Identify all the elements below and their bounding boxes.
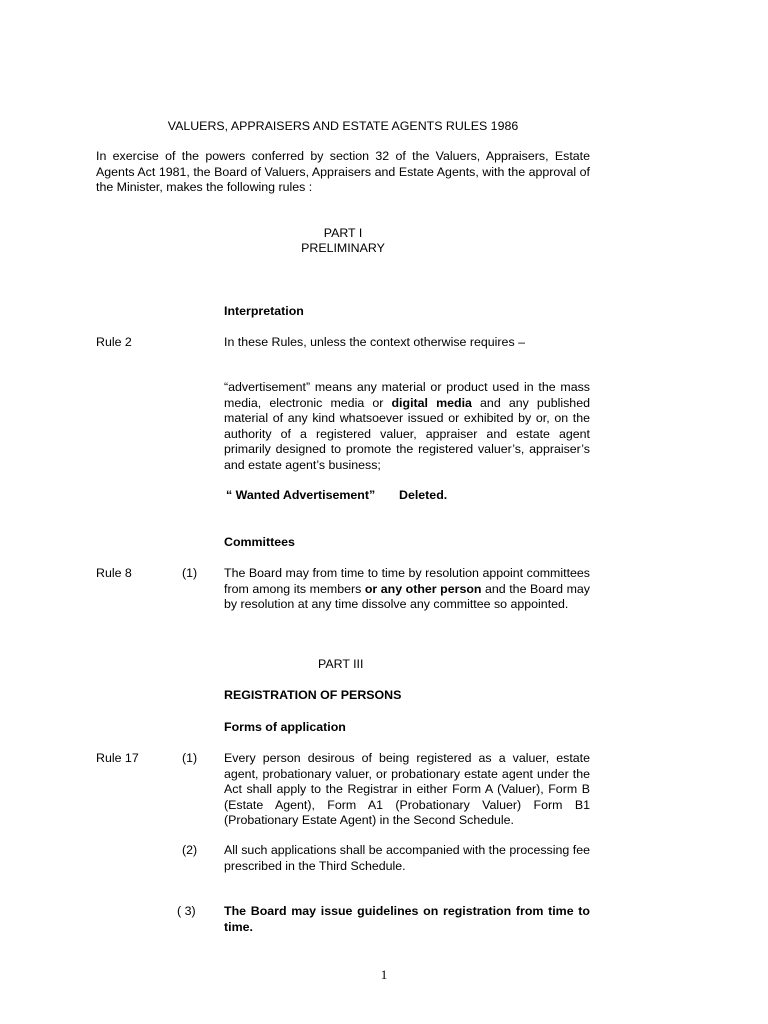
rule-8-text-1: The Board may from time to time by resolution appoint committees from among its members bbox=[224, 566, 590, 596]
preamble-paragraph: In exercise of the powers conferred by section 32 of the Valuers, Appraisers, Estate Agents Act 1981, the Board of Valuers, Appraisers and Estate Agents, with the approval of the Minister, makes the following rules : bbox=[96, 149, 590, 194]
document-title: VALUERS, APPRAISERS AND ESTATE AGENTS RULES 1986 bbox=[167, 119, 519, 133]
rule-17-item-2-text: All such applications shall be accompanied with the processing fee prescribed in the Third Schedule. bbox=[224, 843, 590, 873]
rule-8-text-2: and the Board may by resolution at any time dissolve any committee so appointed. bbox=[224, 581, 590, 611]
definition-bold-text: digital media bbox=[391, 395, 472, 410]
rule-8-text bbox=[224, 566, 590, 613]
forms-of-application-heading: Forms of application bbox=[224, 720, 346, 734]
definition-text-1: “advertisement” means any material or product used in the mass media, electronic media or bbox=[224, 380, 590, 410]
rule-17-item-1-text: Every person desirous of being registered as a valuer, estate agent, probationary valuer, or probationary estate agent under the Act shall apply to the Registrar in either Form A (Valuer), Form B (Estate Agent), Form A1 (Probationary Valuer) Form B1 (Probationary Estate Agent) in the Second Schedule. bbox=[224, 751, 590, 827]
rule-8-label: Rule 8 bbox=[96, 566, 132, 580]
wanted-advertisement-term: “ Wanted Advertisement” bbox=[226, 488, 376, 502]
rule-2-label: Rule 2 bbox=[96, 335, 132, 349]
rule-17-item-2-number: (2) bbox=[182, 843, 198, 857]
part-1-heading: PRELIMINARY bbox=[301, 241, 385, 255]
deleted-note: Deleted. bbox=[399, 488, 448, 502]
definition-text-2: and any published material of any kind whatsoever issued or exhibited by or, on the authority of a registered valuer, appraiser and estate agent primarily designed to promote the registered valuer’s, appraiser’s and estate agent’s business; bbox=[224, 395, 590, 472]
part-3-label: PART III bbox=[318, 657, 364, 671]
part-3-heading: REGISTRATION OF PERSONS bbox=[224, 688, 402, 702]
rule-8-number: (1) bbox=[182, 566, 198, 580]
committees-heading: Committees bbox=[224, 535, 295, 549]
rule-17-item-1-number: (1) bbox=[182, 751, 198, 765]
interpretation-heading: Interpretation bbox=[224, 304, 304, 318]
rule-8-bold-text: or any other person bbox=[364, 581, 482, 596]
rule-17-item-3-text: The Board may issue guidelines on registration from time to time. bbox=[224, 904, 590, 934]
rule-2-intro: In these Rules, unless the context otherwise requires – bbox=[224, 335, 525, 349]
rule-17-item-3-number: ( 3) bbox=[177, 904, 196, 918]
rule-17-label: Rule 17 bbox=[96, 751, 139, 765]
advertisement-definition bbox=[224, 380, 590, 473]
part-1-label: PART I bbox=[323, 226, 363, 240]
page-number: 1 bbox=[380, 967, 388, 982]
